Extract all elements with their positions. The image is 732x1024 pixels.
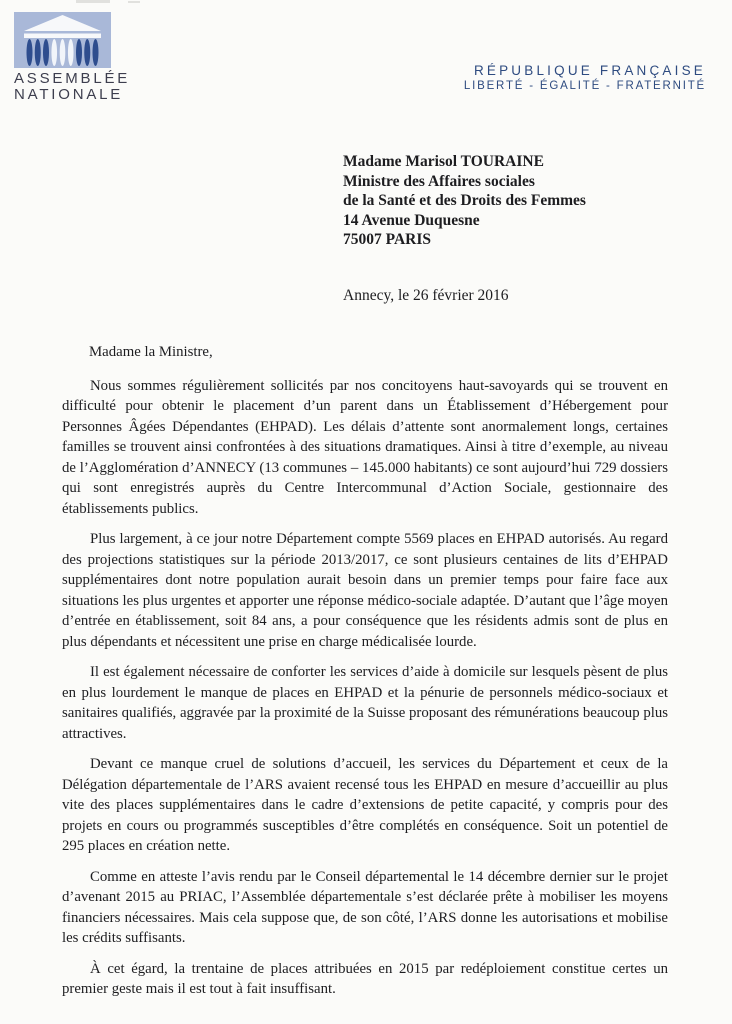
- scan-artifact: [76, 0, 110, 3]
- republique-francaise-motto: [464, 63, 706, 92]
- salutation: Madame la Ministre,: [89, 344, 213, 360]
- dateline: Annecy, le 26 février 2016: [343, 287, 509, 304]
- letter-paragraph: Plus largement, à ce jour notre Département compte 5569 places en EHPAD autorisés. Au regard des projections statistiques sur la période 2013/2017, ce sont plusieurs centaines de lits d’EHPAD supplémentaires dont notre population aurait besoin dans un premier temps pour faire face aux situations les plus urgentes et apporter une réponse médico-sociale adaptée. D’autant que l’âge moyen d’entrée en établissement, soit 84 ans, a pour conséquence que les résidents admis sont de plus en plus dépendants et nécessitent une prise en charge médicalisée lourde.: [62, 531, 668, 650]
- letter-paragraph: À cet égard, la trentaine de places attribuées en 2015 par redéploiement constitue certes un premier geste mais il est tout à fait insuffisant.: [62, 960, 668, 997]
- letter-paragraph: Devant ce manque cruel de solutions d’accueil, les services du Département et ceux de la Délégation départementale de l’ARS avaient recensé tous les EHPAD en mesure d’accueillir au plus vite des places supplémentaires dans le cadre d’extensions de petite capacité, y compris pour des projets en cours ou programmés susceptibles d’être complétés en conséquence. Soit un potentiel de 295 places en création nette.: [62, 756, 668, 854]
- devise-line: LIBERTÉ - ÉGALITÉ - FRATERNITÉ: [463, 80, 706, 92]
- assemblee-nationale-logo: [14, 12, 130, 102]
- logo-title-line1: ASSEMBLÉE: [14, 70, 131, 87]
- recipient-line: de la Santé et des Droits des Femmes: [343, 192, 586, 209]
- letter-paragraph: Comme en atteste l’avis rendu par le Conseil départemental le 14 décembre dernier sur le projet d’avenant 2015 au PRIAC, l’Assemblée départementale s’est déclarée prête à mobiliser les moyens financiers nécessaires. Mais cela suppose que, de son côté, l’ARS donne les autorisations et mobilise les crédits suffisants.: [62, 868, 668, 946]
- recipient-line: 14 Avenue Duquesne: [343, 211, 480, 229]
- republique-line: RÉPUBLIQUE FRANÇAISE: [473, 63, 706, 78]
- recipient-line: Ministre des Affaires sociales: [343, 172, 535, 190]
- scan-artifact: [128, 1, 140, 3]
- letter-paragraph: Nous sommes régulièrement sollicités par nos concitoyens haut-savoyards qui se trouvent en difficulté pour obtenir le placement d’un parent dans un Établissement d’Hébergement pour Personnes Âgées Dépendantes (EHPAD). Les délais d’attente sont anormalement longs, certaines familles se trouvent ainsi confrontées à des situations dramatiques. Ainsi à titre d’exemple, au niveau de l’Agglomération d’ANNECY (13 communes – 145.000 habitants) ce sont aujourd’hui 729 dossiers qui sont enregistrés auprès du Centre Intercommunal d’Action Sociale, gestionnaire des établissements publics.: [62, 377, 668, 517]
- recipient-line: Madame Marisol TOURAINE: [343, 153, 544, 170]
- assemblee-nationale-emblem-icon: [14, 12, 111, 68]
- letter-paragraph: Il est également nécessaire de conforter les services d’aide à domicile sur lesquels pèsent de plus en plus lourdement le manque de places en EHPAD et la pénurie de personnels médico-sociaux et sanitaires qualifiés, aggravée par la proximité de la Suisse proposant des rémunérations beaucoup plus attractives.: [62, 664, 668, 742]
- logo-title-line2: NATIONALE: [14, 85, 124, 103]
- logo-light-columns: [51, 39, 73, 66]
- letter-body: [62, 342, 668, 1000]
- recipient-line: 75007 PARIS: [343, 231, 431, 248]
- logo-title: [14, 71, 130, 102]
- recipient-address-block: [343, 152, 586, 250]
